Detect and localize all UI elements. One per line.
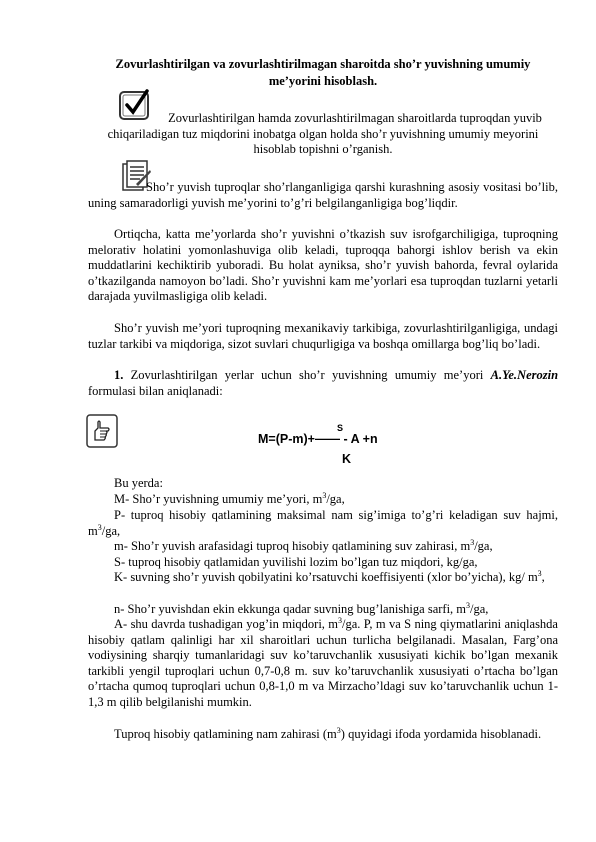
- objective-text: Zovurlashtirilgan hamda zovurlashtirilmagan sharoitlarda tuproqdan yuvib chiqariladigan tuz miqdorini inobatga olgan holda sho’r yuvishning umumiy meyorini hisoblab topishni o’rganish.: [107, 111, 542, 157]
- item-number: 1.: [114, 368, 124, 382]
- paragraph-last: Tuproq hisobiy qatlamining nam zahirasi $(m^3)$ quyidagi ifoda yordamida hisoblanadi.: [114, 725, 542, 741]
- paragraph-4: [88, 368, 558, 399]
- def-n: n- Sho’r yuvishdan ekin ekkunga qadar suvning bug’lanishiga sarfi, $m^3/ga$,: [114, 600, 489, 616]
- formula-numerator: S: [337, 423, 344, 433]
- def-A: A- shu davrda tushadigan yog’in miqdori, $m^3/ga$. P, m va S ning qiymatlarini aniqlashda hisobiy qatlam qalinligi har xil sharoitlari uchun turlicha belgilanadi. Masalan, Farg’ona vodiysining sharqiy tumanlaridagi suv ko’taruvchanlik xususiyati kichik bo’lgan mexanik tarkibli yengil tuproqlari uchun 0,7-0,8 m. suv ko’taruvchanlik xususiyati o’rtacha bo’lgan o’rtacha qumoq tuproqlari uchun 0,8-1,0 m va Mirzacho’ldagi suv ko’taruvchanlik uchun 1-1,3 m qilib belgilanishi mumkin.: [88, 615, 558, 709]
- pointing-hand-icon: [86, 414, 118, 448]
- def-m: m- Sho’r yuvish arafasidagi tuproq hisobiy qatlamining suv zahirasi, $m^3/ga$,: [114, 537, 493, 553]
- item-tail: formulasi bilan aniqlanadi:: [88, 383, 223, 398]
- def-P: P- tuproq hisobiy qatlamining maksimal nam sig’imiga to’g’ri keladigan suv hajmi, $m^3/ga$,: [88, 508, 558, 538]
- bu-yerda-label: Bu yerda:: [114, 476, 163, 490]
- page-title: Zovurlashtirilgan va zovurlashtirilmagan sharoitda sho’r yuvishning umumiy me’yorini hisoblash.: [115, 57, 531, 88]
- paragraph-2: Ortiqcha, katta me’yorlarda sho’r yuvishni o’tkazish suv isrofgarchiligiga, tuproqning melorativ holatini yomonlashuviga olib keladi, tuproqqa bahorgi ishlov berish va ekin muddatlarini kechiktirib yuboradi. Bu holat ayniksa, sho’r yuvish bahorda, fevral oylarida o’tkazilganda namoyon bo’ladi. Sho’r yuvishni kam me’yorlari esa tuproqdan tuzlarni yetarli darajada yuvilmasligiga olib keladi.: [88, 227, 558, 304]
- formula: [258, 423, 378, 466]
- def-S: S- tuproq hisobiy qatlamidan yuvilishi lozim bo’lgan tuz miqdori, kg/ga,: [114, 555, 478, 569]
- item-text: Zovurlashtirilgan yerlar uchun sho’r yuvishning umumiy me’yori: [130, 368, 484, 382]
- formula-rest: - A +n: [343, 432, 378, 446]
- author-name: A.Ye.Nerozin: [490, 368, 559, 382]
- def-K: K- suvning sho’r yuvish qobilyatini ko’rsatuvchi koeffisiyenti (xlor bo’yicha), kg/ $m^3$,: [114, 568, 545, 584]
- formula-denominator: K: [342, 452, 352, 466]
- paragraph-3: Sho’r yuvish me’yori tuproqning mexanikaviy tarkibiga, zovurlashtirilganligiga, undagi tuzlar tarkibi va miqdoriga, sizot suvlari chuqurligiga va boshqa omillarga bog’liq bo’ladi.: [88, 321, 558, 351]
- formula-main: M=(P-m)+: [258, 432, 315, 446]
- paragraph-1: Sho’r yuvish tuproqlar sho’rlanganligiga qarshi kurashning asosiy vositasi bo’lib, uning samaradorligi yuvish me’yorini to’g’ri belgilanganligiga bog’liqdir.: [88, 180, 558, 210]
- formula-line: ——: [314, 432, 340, 446]
- def-M: M- Sho’r yuvishning umumiy me’yori, $m^3/ga$,: [114, 490, 345, 506]
